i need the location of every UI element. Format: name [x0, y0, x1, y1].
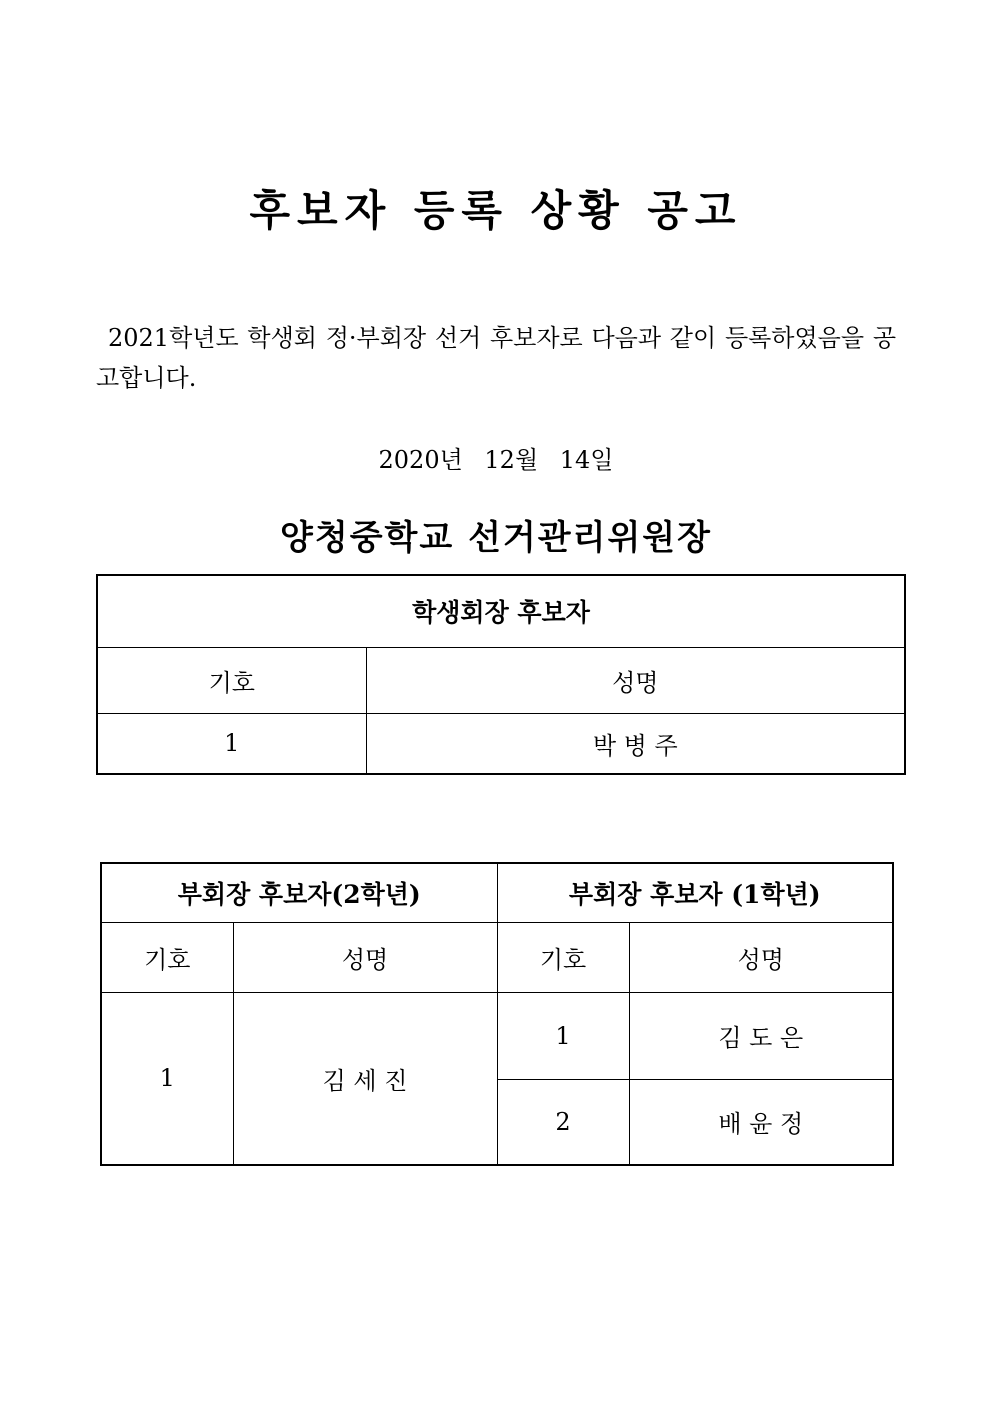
president-row-number: 1: [97, 713, 366, 774]
vice-president-candidates-table: [100, 862, 894, 1166]
vice-grade2-col-name: 성명: [233, 922, 497, 992]
vice-grade2-row-number: 1: [101, 992, 233, 1165]
president-col-name: 성명: [366, 647, 905, 713]
vice-grade2-col-number: 기호: [101, 922, 233, 992]
president-candidates-table: [96, 574, 906, 775]
signer: 양청중학교 선거관리위원장: [280, 518, 712, 558]
vice-grade1-header: 부회장 후보자 (1학년): [497, 863, 893, 922]
vice-grade1-col-number: 기호: [497, 922, 629, 992]
page-title: 후보자 등록 상황 공고: [249, 186, 743, 235]
vice-grade1-col-name: 성명: [629, 922, 893, 992]
president-table-header: 학생회장 후보자: [97, 575, 905, 647]
vice-grade2-row-name: 김 세 진: [233, 992, 497, 1165]
president-row-name: 박 병 주: [366, 713, 905, 774]
vice-grade1-row2-name: 배 윤 정: [629, 1079, 893, 1165]
president-col-number: 기호: [97, 647, 366, 713]
vice-grade2-header: 부회장 후보자(2학년): [101, 863, 497, 922]
vice-grade1-row2-number: 2: [497, 1079, 629, 1165]
vice-grade1-row1-name: 김 도 은: [629, 992, 893, 1079]
announcement-text: 2021학년도 학생회 정·부회장 선거 후보자로 다음과 같이 등록하였음을 공고합니다.: [96, 324, 896, 392]
vice-grade1-row1-number: 1: [497, 992, 629, 1079]
announcement-date: 2020년 12월 14일: [378, 446, 614, 474]
